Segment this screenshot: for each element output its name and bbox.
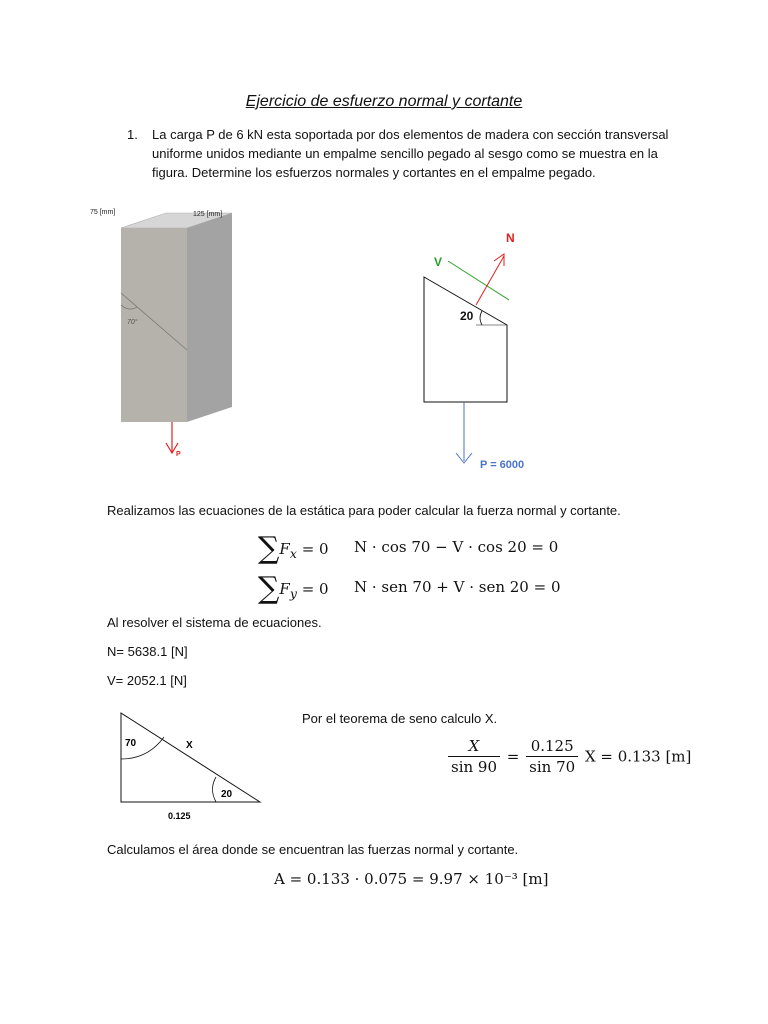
normal-label: N — [506, 231, 515, 245]
fbd-body — [424, 277, 507, 402]
block-angle-label: 70° — [127, 319, 138, 326]
sine-text: Por el teorema de seno calculo X. — [302, 711, 498, 726]
equation-fy: $\sum F_y = 0$ — [258, 571, 329, 606]
frac-num-x: X — [468, 737, 480, 755]
frac-den-sin70: sin 70 — [529, 758, 576, 776]
sum-symbol: ∑ — [258, 531, 280, 566]
fraction-x — [448, 737, 500, 776]
area-equation: A = 0.133 · 0.075 = 9.97 × 10⁻³ [m] — [274, 870, 549, 888]
statics-intro: Realizamos las ecuaciones de la estática para poder calcular la fuerza normal y cortante. — [107, 503, 621, 518]
sum-symbol: ∑ — [258, 571, 280, 606]
sine-result: X = 0.133 [m] — [584, 747, 692, 766]
problem-number: 1. — [127, 127, 138, 142]
triangle-figure — [110, 705, 275, 825]
fraction-0125 — [526, 737, 578, 776]
angle-top-label: 70 — [125, 738, 137, 749]
fbd-angle-arc — [480, 311, 482, 325]
equation-fx-rhs: N · cos 70 − V · cos 20 = 0 — [354, 538, 559, 556]
normal-arrow — [476, 256, 504, 305]
problem-line: figura. Determine los esfuerzos normales y cortantes en el empalme pegado. — [152, 165, 596, 180]
block-figure — [90, 200, 245, 470]
frac-num-0125: 0.125 — [526, 737, 578, 757]
fbd-figure — [420, 225, 550, 475]
solve-text: Al resolver el sistema de ecuaciones. — [107, 615, 322, 630]
problem-statement — [152, 125, 672, 182]
shear-label: V — [434, 255, 443, 269]
fy-lhs: = 0 — [301, 580, 329, 598]
dim-left-label: 75 [mm] — [90, 209, 116, 216]
shear-line — [448, 261, 509, 300]
v-result: V= 2052.1 [N] — [107, 673, 187, 688]
fbd-load-label: P = 6000 — [480, 459, 525, 471]
n-result: N= 5638.1 [N] — [107, 644, 188, 659]
equation-fx: $\sum F_x = 0$ — [258, 531, 329, 566]
sine-equation: $\frac{X}{\sin 90}$ = $\frac{0.125}{\sin 70}$ X = 0.133 [m] — [446, 737, 691, 776]
fx-lhs: = 0 — [301, 540, 329, 558]
problem-line: La carga P de 6 kN esta soportada por dos elementos de madera con sección transversal — [152, 127, 669, 142]
triangle-angle-bottom — [213, 777, 217, 802]
triangle — [121, 713, 260, 802]
angle-bottom-label: 20 — [221, 789, 233, 800]
dim-right-label: 125 [mm] — [193, 211, 223, 218]
fbd-angle-label: 20 — [460, 309, 474, 323]
frac-den-sin90: sin 90 — [451, 758, 498, 776]
block-right-face — [187, 213, 232, 422]
area-text: Calculamos el área donde se encuentran las fuerzas normal y cortante. — [107, 842, 519, 857]
equation-fy-rhs: N · sen 70 + V · sen 20 = 0 — [354, 578, 561, 596]
page-title: Ejercicio de esfuerzo normal y cortante — [245, 93, 523, 110]
base-label: 0.125 — [168, 811, 191, 821]
load-label: P — [176, 451, 181, 458]
problem-line: uniforme unidos mediante un empalme sencillo pegado al sesgo como se muestra en la — [152, 146, 658, 161]
hyp-label: X — [186, 740, 193, 751]
